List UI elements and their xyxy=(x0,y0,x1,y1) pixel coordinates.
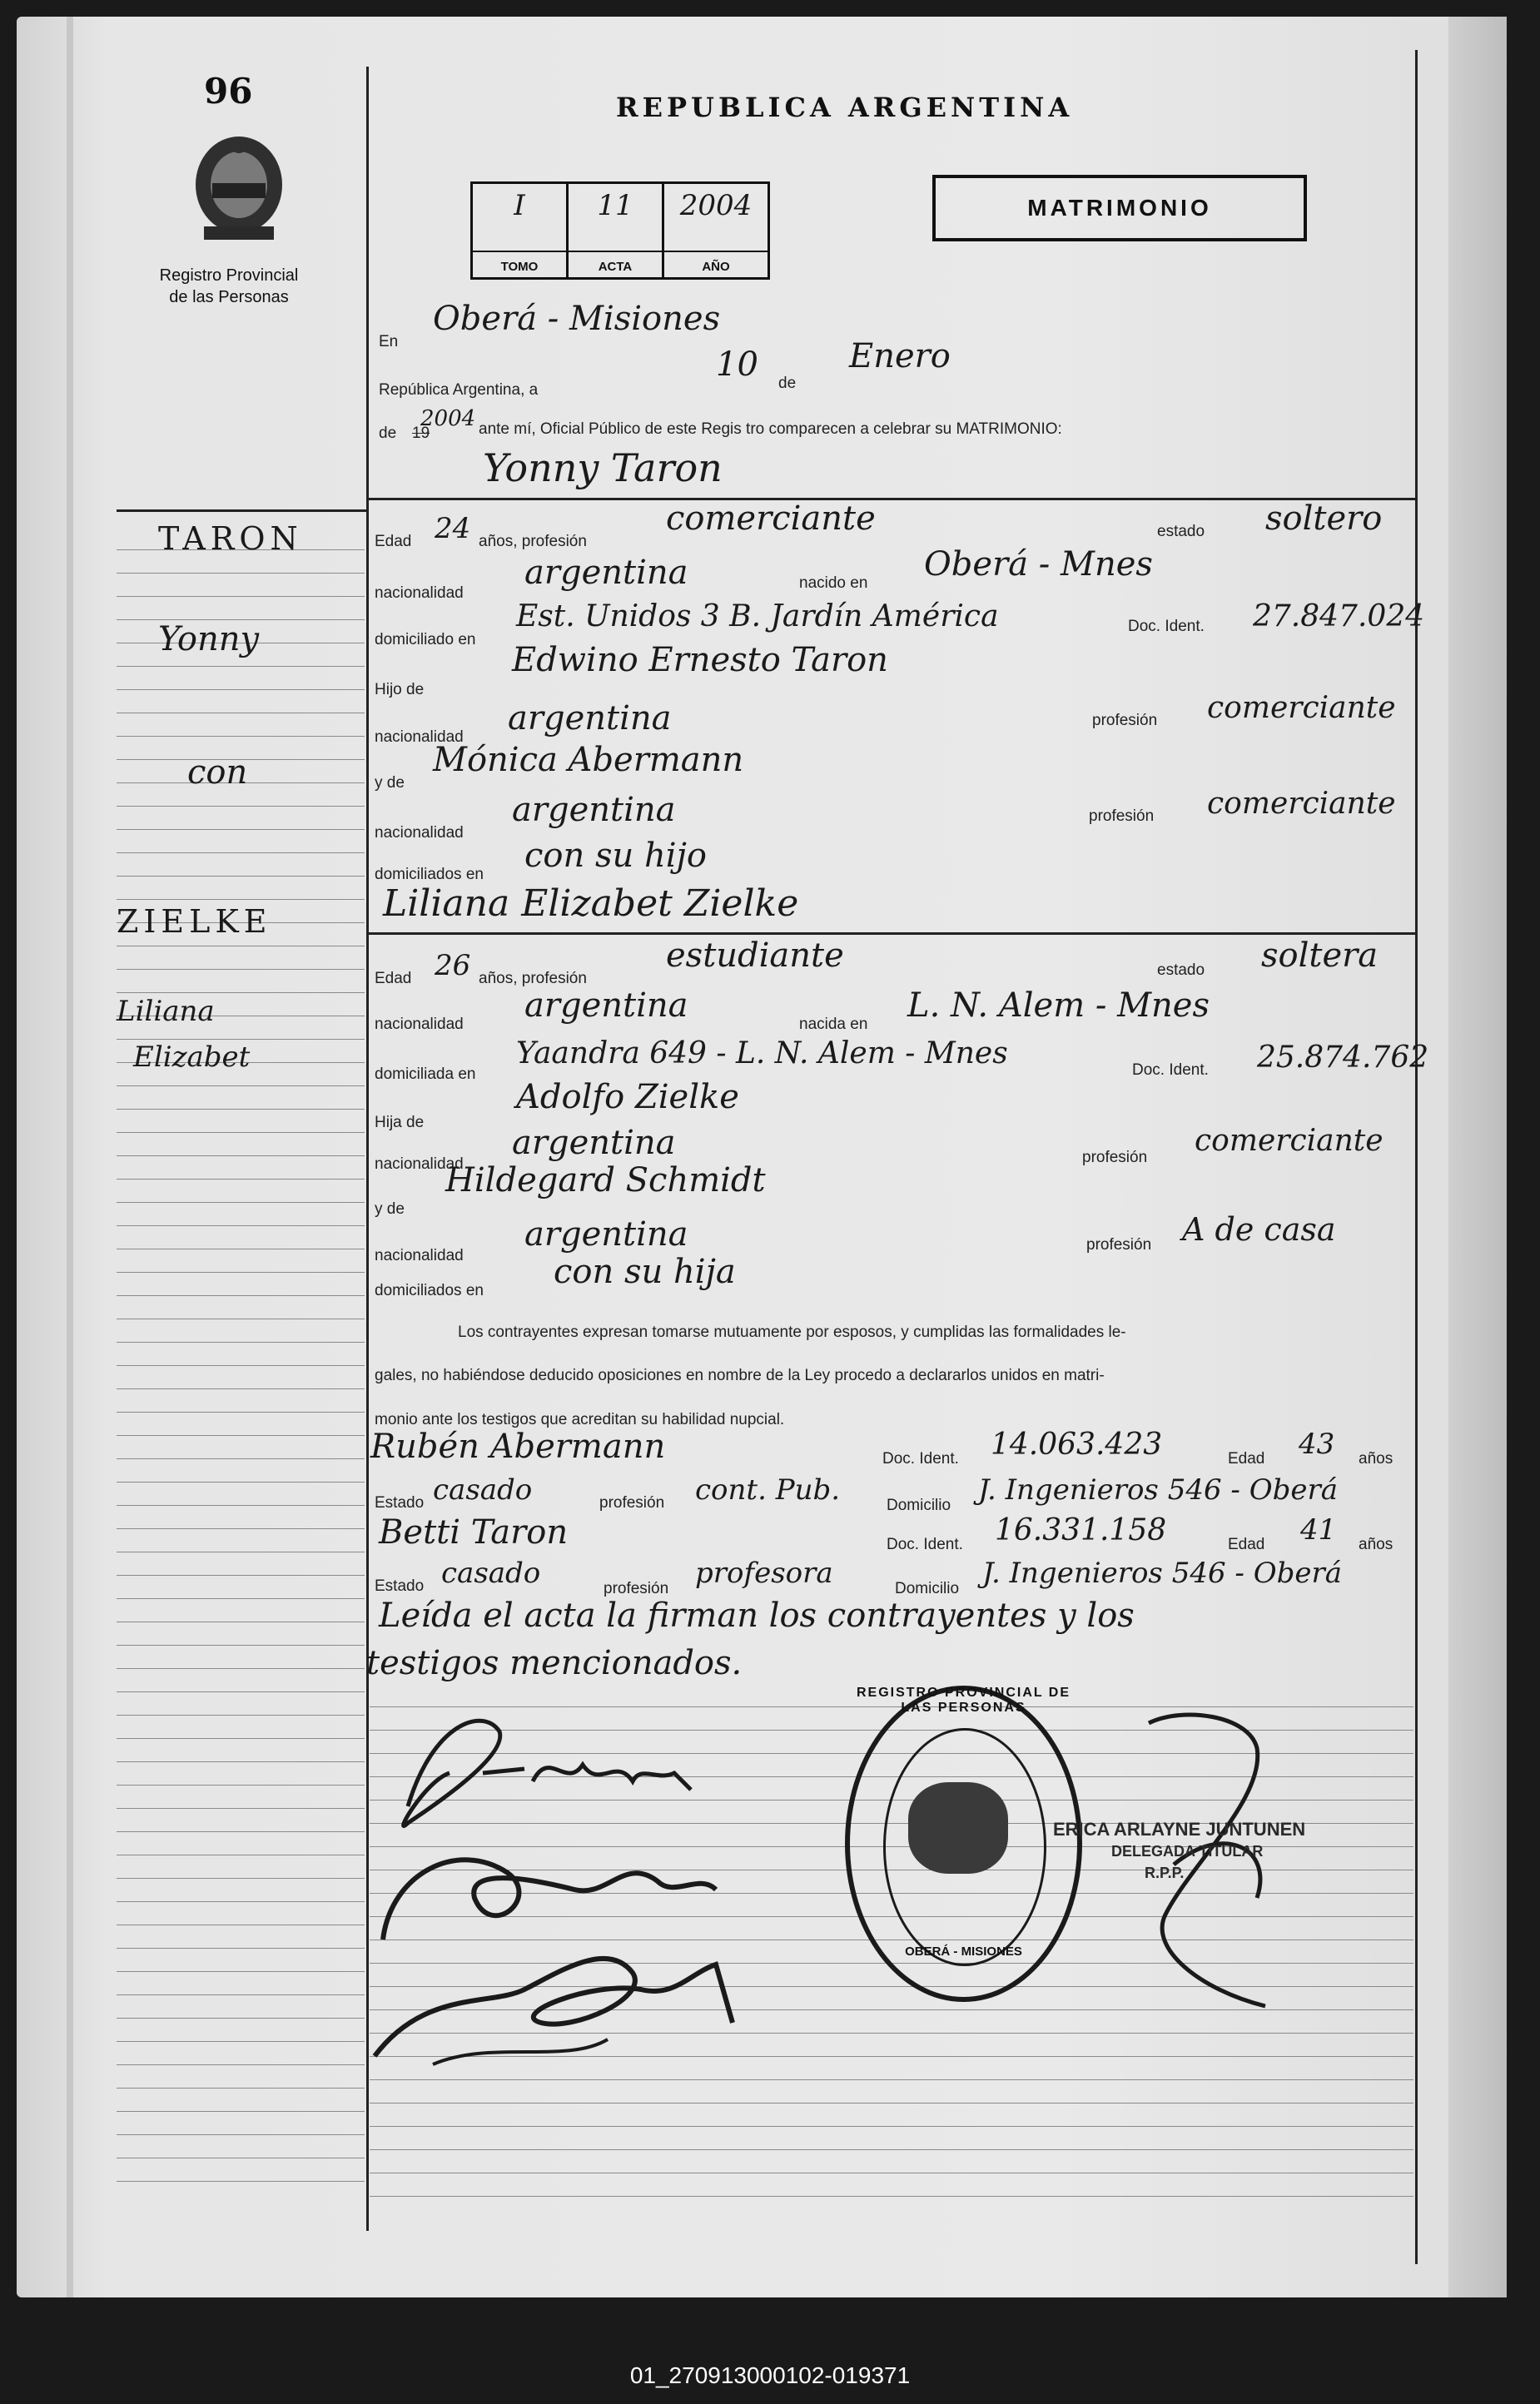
margin-rule-line xyxy=(117,1738,365,1739)
registry-line-1: Registro Provincial xyxy=(159,266,299,285)
bride-doc: 25.874.762 xyxy=(1257,1041,1429,1075)
year-value: 2004 xyxy=(420,406,476,431)
witness1-name: Rubén Abermann xyxy=(370,1428,666,1466)
margin-rule-line xyxy=(117,1575,365,1576)
tomo-value: I xyxy=(514,189,525,222)
registry-label xyxy=(125,265,333,308)
book-reference-table xyxy=(470,181,770,280)
tomo-cell xyxy=(473,184,569,277)
anio-value: 2004 xyxy=(679,189,753,222)
witness1-doc-label: Doc. Ident. xyxy=(882,1450,959,1468)
margin-rule-line xyxy=(117,1505,365,1506)
margin-rule-line xyxy=(117,852,365,853)
anio-cell xyxy=(664,184,768,277)
groom-padre-prof: comerciante xyxy=(1207,691,1396,725)
margin-rule-line xyxy=(117,1435,365,1436)
folio-number: 96 xyxy=(204,71,253,112)
groom-nacido-label: nacido en xyxy=(799,574,868,592)
groom-madre-prof-label: profesión xyxy=(1089,807,1155,825)
margin-rule-line xyxy=(117,1039,365,1040)
groom-padres-dom-label: domiciliados en xyxy=(375,866,484,883)
groom-padre: Edwino Ernesto Taron xyxy=(512,641,888,679)
body-rule-line xyxy=(370,2196,1413,2197)
bride-madre: Hildegard Schmidt xyxy=(445,1161,766,1200)
bride-madre-nac: argentina xyxy=(524,1215,688,1254)
contrayente2-name: Liliana Elizabet Zielke xyxy=(383,882,799,925)
margin-rule-line xyxy=(117,829,365,830)
margin-rule-line xyxy=(117,1948,365,1949)
closing-line-1: Leída el acta la firman los contrayentes y los xyxy=(379,1597,1135,1635)
month-value: Enero xyxy=(849,337,951,375)
registry-line-2: de las Personas xyxy=(169,288,289,306)
bride-madre-prof: A de casa xyxy=(1182,1211,1336,1248)
margin-rule-line xyxy=(117,1645,365,1646)
margin-rule-line xyxy=(117,596,365,597)
witness2-estado: casado xyxy=(441,1557,541,1590)
margin-rule-line xyxy=(117,2181,365,2182)
margin-rule-line xyxy=(117,1808,365,1809)
witness2-estado-label: Estado xyxy=(375,1577,425,1595)
groom-nac: argentina xyxy=(524,554,688,592)
officer-name: ERICA ARLAYNE JUNTUNEN xyxy=(1053,1819,1306,1840)
margin-rule-line xyxy=(117,1458,365,1459)
witness1-edad-label: Edad xyxy=(1228,1450,1265,1468)
de-year-label: de xyxy=(379,425,397,442)
witness2-prof: profesora xyxy=(695,1557,833,1590)
bride-edad-label: Edad xyxy=(375,970,412,987)
bride-padre-nac: argentina xyxy=(512,1124,676,1162)
closing-line-2: testigos mencionados. xyxy=(366,1644,743,1682)
section-rule xyxy=(366,498,1417,500)
margin-rule-line xyxy=(117,2064,365,2065)
witness1-anos-label: años xyxy=(1359,1450,1393,1468)
margin-con: con xyxy=(187,753,248,792)
groom-edad: 24 xyxy=(435,512,471,545)
body-rule-line xyxy=(370,2149,1413,2150)
formula-line-2: gales, no habiéndose deducido oposiciones en nombre de la Ley procedo a declararlos unidos en matri- xyxy=(375,1367,1105,1384)
witness1-dom: J. Ingenieros 546 - Oberá xyxy=(978,1473,1338,1507)
witness2-edad: 41 xyxy=(1300,1513,1337,1547)
witness1-estado: casado xyxy=(433,1473,533,1507)
groom-madre: Mónica Abermann xyxy=(433,741,744,779)
margin-rule-line xyxy=(117,2111,365,2112)
bride-padre-nac-label: nacionalidad xyxy=(375,1155,464,1173)
groom-yde-label: y de xyxy=(375,774,405,792)
margin-rule-line xyxy=(117,1109,365,1110)
margin-rule-line xyxy=(117,2041,365,2042)
page-edge xyxy=(1448,17,1507,2297)
bride-padre: Adolfo Zielke xyxy=(516,1078,739,1116)
groom-doc-label: Doc. Ident. xyxy=(1128,618,1205,635)
groom-dom-label: domiciliado en xyxy=(375,631,476,648)
margin-rule-line xyxy=(117,1878,365,1879)
stamp-ring-text: REGISTRO PROVINCIAL DE LAS PERSONAS xyxy=(856,1686,1071,1715)
bride-nacida: L. N. Alem - Mnes xyxy=(907,986,1210,1025)
witness1-prof: cont. Pub. xyxy=(695,1473,841,1507)
margin-rule-line xyxy=(117,1668,365,1669)
groom-padre-nac-label: nacionalidad xyxy=(375,728,464,746)
groom-profesion: comerciante xyxy=(666,499,876,538)
witness2-doc: 16.331.158 xyxy=(995,1513,1167,1547)
margin-rule-line xyxy=(117,1132,365,1133)
contrayente1-name: Yonny Taron xyxy=(483,445,723,490)
groom-madre-prof: comerciante xyxy=(1207,787,1396,821)
margin-rule-line xyxy=(117,1272,365,1273)
margin-rule-line xyxy=(117,1761,365,1762)
page-gutter xyxy=(67,17,73,2297)
margin-rule-line xyxy=(117,1785,365,1786)
bride-profesion: estudiante xyxy=(666,936,844,975)
margin-rule-line xyxy=(117,1202,365,1203)
witness1-estado-label: Estado xyxy=(375,1494,425,1512)
section-rule xyxy=(366,932,1417,935)
margin-rule-line xyxy=(117,1179,365,1180)
witness2-dom: J. Ingenieros 546 - Oberá xyxy=(982,1557,1342,1590)
margin-rule-line xyxy=(117,666,365,667)
margin-rule-line xyxy=(117,1901,365,1902)
republic-label: República Argentina, a xyxy=(379,381,539,399)
margin-rule-line xyxy=(117,1528,365,1529)
officer-stamp xyxy=(1053,1819,1305,1884)
witness2-doc-label: Doc. Ident. xyxy=(887,1536,963,1553)
formula-line-1: Los contrayentes expresan tomarse mutuamente por esposos, y cumplidas las formalidades le- xyxy=(458,1324,1126,1341)
bride-edad: 26 xyxy=(435,949,471,982)
margin-c2-given-1: Liliana xyxy=(117,995,215,1028)
margin-c1-surname: TARON xyxy=(158,520,303,557)
witness2-prof-label: profesión xyxy=(604,1580,669,1597)
witness1-dom-label: Domicilio xyxy=(887,1497,951,1514)
margin-rule-line xyxy=(117,1691,365,1692)
margin-rule-line xyxy=(117,1155,365,1156)
groom-padres-dom: con su hijo xyxy=(524,837,708,875)
body-rule-line xyxy=(370,2126,1413,2127)
declaration-text: ante mí, Oficial Público de este Regis tro comparecen a celebrar su MATRIMONIO: xyxy=(479,420,1062,438)
margin-rule-line xyxy=(117,2134,365,2135)
officer-office: R.P.P. xyxy=(1145,1865,1185,1881)
coat-of-arms-icon xyxy=(187,133,291,246)
bride-estado: soltera xyxy=(1261,936,1379,975)
formula-line-3: monio ante los testigos que acreditan su habilidad nupcial. xyxy=(375,1411,785,1428)
witness2-name: Betti Taron xyxy=(379,1513,569,1552)
margin-rule-line xyxy=(117,689,365,690)
groom-padre-nac: argentina xyxy=(508,699,672,738)
groom-doc: 27.847.024 xyxy=(1253,599,1425,633)
bride-dom: Yaandra 649 - L. N. Alem - Mnes xyxy=(516,1036,1008,1070)
place-value: Oberá - Misiones xyxy=(433,300,721,338)
groom-edad-label: Edad xyxy=(375,533,412,550)
margin-rule-line xyxy=(117,1971,365,1972)
bride-dom-label: domiciliada en xyxy=(375,1065,476,1083)
groom-estado: soltero xyxy=(1265,499,1383,538)
bride-doc-label: Doc. Ident. xyxy=(1132,1061,1209,1079)
year-struck: 19 xyxy=(412,425,430,442)
witness2-anos-label: años xyxy=(1359,1536,1393,1553)
tomo-label: TOMO xyxy=(500,260,539,274)
groom-padre-prof-label: profesión xyxy=(1092,712,1158,729)
bride-padre-prof-label: profesión xyxy=(1082,1149,1148,1166)
acta-label: ACTA xyxy=(598,260,633,274)
margin-rule-line xyxy=(117,876,365,877)
bride-padre-prof: comerciante xyxy=(1195,1124,1384,1158)
margin-rule-line xyxy=(117,573,365,574)
registry-stamp xyxy=(845,1686,1082,2002)
act-type-box: MATRIMONIO xyxy=(932,175,1307,241)
margin-rule-line xyxy=(117,1598,365,1599)
signatures-icon xyxy=(358,1673,874,2106)
archive-code: 01_270913000102-019371 xyxy=(629,2362,911,2388)
margin-rule-line xyxy=(117,736,365,737)
margin-rule-line xyxy=(117,1342,365,1343)
stamp-inner-text: OBERÁ - MISIONES xyxy=(905,1945,1022,1959)
groom-dom: Est. Unidos 3 B. Jardín América xyxy=(516,599,999,633)
groom-nac-label: nacionalidad xyxy=(375,584,464,602)
witness1-doc: 14.063.423 xyxy=(991,1428,1163,1462)
margin-c2-given-2: Elizabet xyxy=(133,1041,251,1074)
margin-rule-line xyxy=(117,992,365,993)
witness1-edad: 43 xyxy=(1299,1428,1335,1461)
witness2-edad-label: Edad xyxy=(1228,1536,1265,1553)
margin-rule-line xyxy=(117,1295,365,1296)
witness2-dom-label: Domicilio xyxy=(895,1580,960,1597)
bride-madre-nac-label: nacionalidad xyxy=(375,1247,464,1264)
groom-anos-label: años, profesión xyxy=(479,533,587,550)
groom-madre-nac: argentina xyxy=(512,791,676,829)
bride-hija-label: Hija de xyxy=(375,1114,425,1131)
bride-anos-label: años, profesión xyxy=(479,970,587,987)
margin-rule-line xyxy=(117,1085,365,1086)
margin-rule-line xyxy=(117,806,365,807)
acta-cell xyxy=(569,184,664,277)
bride-madre-prof-label: profesión xyxy=(1086,1236,1152,1254)
acta-value: 11 xyxy=(597,189,633,222)
margin-rule-line xyxy=(117,1388,365,1389)
margin-rule-line xyxy=(117,1412,365,1413)
bride-nac-label: nacionalidad xyxy=(375,1016,464,1033)
groom-nacido: Oberá - Mnes xyxy=(924,545,1153,584)
margin-rule-line xyxy=(117,899,365,900)
margin-rule-line xyxy=(117,1994,365,1995)
bride-padres-dom-label: domiciliados en xyxy=(375,1282,484,1299)
margin-rule xyxy=(117,509,368,512)
groom-hijo-label: Hijo de xyxy=(375,681,425,698)
bride-yde-label: y de xyxy=(375,1200,405,1218)
margin-rule-line xyxy=(117,1831,365,1832)
margin-rule-line xyxy=(117,1482,365,1483)
bride-padres-dom: con su hija xyxy=(554,1253,736,1291)
margin-rule-line xyxy=(117,1715,365,1716)
margin-c1-given: Yonny xyxy=(158,620,260,658)
bride-nac: argentina xyxy=(524,986,688,1025)
bride-nacida-label: nacida en xyxy=(799,1016,868,1033)
witness1-prof-label: profesión xyxy=(599,1494,665,1512)
margin-rule-line xyxy=(117,1225,365,1226)
bride-estado-label: estado xyxy=(1157,961,1205,979)
margin-rule-line xyxy=(117,969,365,970)
day-value: 10 xyxy=(716,345,758,384)
margin-rule-line xyxy=(117,2018,365,2019)
stamp-seal-icon xyxy=(908,1782,1008,1874)
margin-rule-line xyxy=(117,1365,365,1366)
groom-madre-nac-label: nacionalidad xyxy=(375,824,464,842)
officer-title: DELEGADA TITULAR xyxy=(1111,1843,1264,1860)
groom-estado-label: estado xyxy=(1157,523,1205,540)
country-title: REPUBLICA ARGENTINA xyxy=(616,92,1074,123)
margin-c2-surname: ZIELKE xyxy=(117,903,272,940)
anio-label: AÑO xyxy=(702,260,730,274)
margin-rule-line xyxy=(117,2088,365,2089)
en-label: En xyxy=(379,333,399,350)
de-label: de xyxy=(778,375,797,392)
right-border xyxy=(1415,50,1418,2264)
